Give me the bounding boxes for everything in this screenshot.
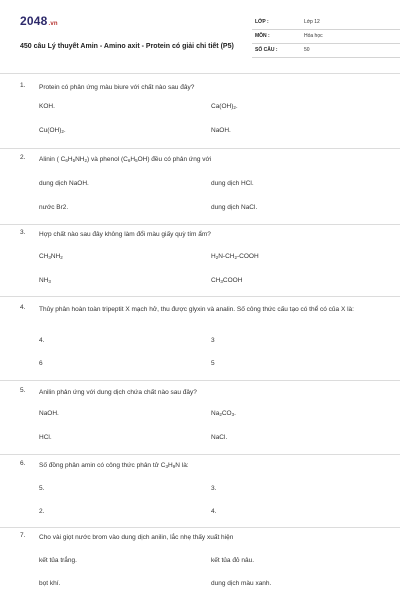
question-divider bbox=[0, 148, 400, 149]
answer-option[interactable]: 5 bbox=[211, 360, 215, 367]
answer-option[interactable]: nước Br2. bbox=[39, 204, 69, 211]
answer-option[interactable]: KOH. bbox=[39, 103, 55, 110]
meta-row-subject bbox=[252, 30, 400, 44]
answer-option[interactable]: $H_2N-CH_2$-COOH bbox=[211, 253, 259, 260]
question-text: Alinin ( $C_6H_5NH_2$) và phenol $(C_6H_5OH)$ đều có phản ứng với bbox=[39, 156, 212, 163]
answer-option[interactable]: NaOH. bbox=[211, 127, 231, 134]
meta-label: MÔN : bbox=[255, 33, 270, 39]
site-logo[interactable] bbox=[20, 14, 58, 28]
answer-option[interactable]: $CH_3NH_2$ bbox=[39, 253, 63, 260]
meta-row-count bbox=[252, 44, 400, 58]
answer-option[interactable]: $Cu(OH)_2$. bbox=[39, 127, 66, 134]
answer-option[interactable]: bọt khí. bbox=[39, 580, 61, 587]
header-divider bbox=[0, 73, 400, 74]
document-header bbox=[20, 12, 380, 70]
answer-option[interactable]: $NH_3$ bbox=[39, 277, 51, 284]
answer-option[interactable]: 2. bbox=[39, 508, 45, 515]
answer-option[interactable]: $CH_3COOH$ bbox=[211, 277, 243, 284]
meta-label: SỐ CÂU : bbox=[255, 47, 278, 53]
question-divider bbox=[0, 380, 400, 381]
answer-option[interactable]: 4. bbox=[39, 337, 45, 344]
answer-option[interactable]: $Na_2CO_3$. bbox=[211, 410, 236, 417]
logo-text: 2048 bbox=[20, 14, 48, 28]
question-number: 5. bbox=[20, 387, 26, 394]
question-number: 6. bbox=[20, 460, 26, 467]
question-number: 1. bbox=[20, 82, 26, 89]
answer-option[interactable]: dung dịch NaCl. bbox=[211, 204, 258, 211]
meta-label: LỚP : bbox=[255, 19, 269, 25]
question-number: 3. bbox=[20, 229, 26, 236]
question-divider bbox=[0, 454, 400, 455]
answer-option[interactable]: 6 bbox=[39, 360, 43, 367]
meta-value: Lớp 12 bbox=[304, 19, 320, 25]
question-divider bbox=[0, 527, 400, 528]
question-text: Hợp chất nào sau đây không làm đổi màu giấy quỳ tím ẩm? bbox=[39, 231, 211, 238]
question-divider bbox=[0, 224, 400, 225]
question-text: Protein có phản ứng màu biure với chất nào sau đây? bbox=[39, 84, 195, 91]
meta-value: Hóa học bbox=[304, 33, 323, 39]
meta-table bbox=[252, 16, 400, 58]
answer-option[interactable]: kết tủa trắng. bbox=[39, 557, 77, 564]
logo-suffix: .vn bbox=[48, 21, 58, 27]
answer-option[interactable]: dung dịch màu xanh. bbox=[211, 580, 272, 587]
answer-option[interactable]: kết tủa đỏ nâu. bbox=[211, 557, 255, 564]
answer-option[interactable]: $Ca(OH)_2$. bbox=[211, 103, 238, 110]
answer-option[interactable]: HCl. bbox=[39, 434, 52, 441]
answer-option[interactable]: 3. bbox=[211, 485, 217, 492]
question-number: 7. bbox=[20, 532, 26, 539]
question-number: 2. bbox=[20, 154, 26, 161]
answer-option[interactable]: 3 bbox=[211, 337, 215, 344]
meta-value: 50 bbox=[304, 47, 310, 53]
answer-option[interactable]: dung dịch NaOH. bbox=[39, 180, 89, 187]
answer-option[interactable]: dung dịch HCl. bbox=[211, 180, 254, 187]
answer-option[interactable]: NaOH. bbox=[39, 410, 59, 417]
answer-option[interactable]: 4. bbox=[211, 508, 217, 515]
answer-option[interactable]: 5. bbox=[39, 485, 45, 492]
question-text: Thủy phân hoàn toàn tripeptit X mạch hở, thu được glyxin và analin. Số công thức cấu tạo có thể có của X là: bbox=[39, 306, 354, 313]
document-title: 450 câu Lý thuyết Amin - Amino axit - Protein có giải chi tiết (P5) bbox=[20, 43, 234, 50]
question-number: 4. bbox=[20, 304, 26, 311]
question-text: Cho vài giọt nước brom vào dung dịch anilin, lắc nhẹ thấy xuất hiện bbox=[39, 534, 234, 541]
question-text: Số đồng phân amin có công thức phân tử $C_3H_9N$ là: bbox=[39, 462, 189, 469]
meta-row-class bbox=[252, 16, 400, 30]
question-text: Anilin phản ứng với dung dịch chứa chất nào sau đây? bbox=[39, 389, 197, 396]
question-divider bbox=[0, 296, 400, 297]
answer-option[interactable]: NaCl. bbox=[211, 434, 228, 441]
